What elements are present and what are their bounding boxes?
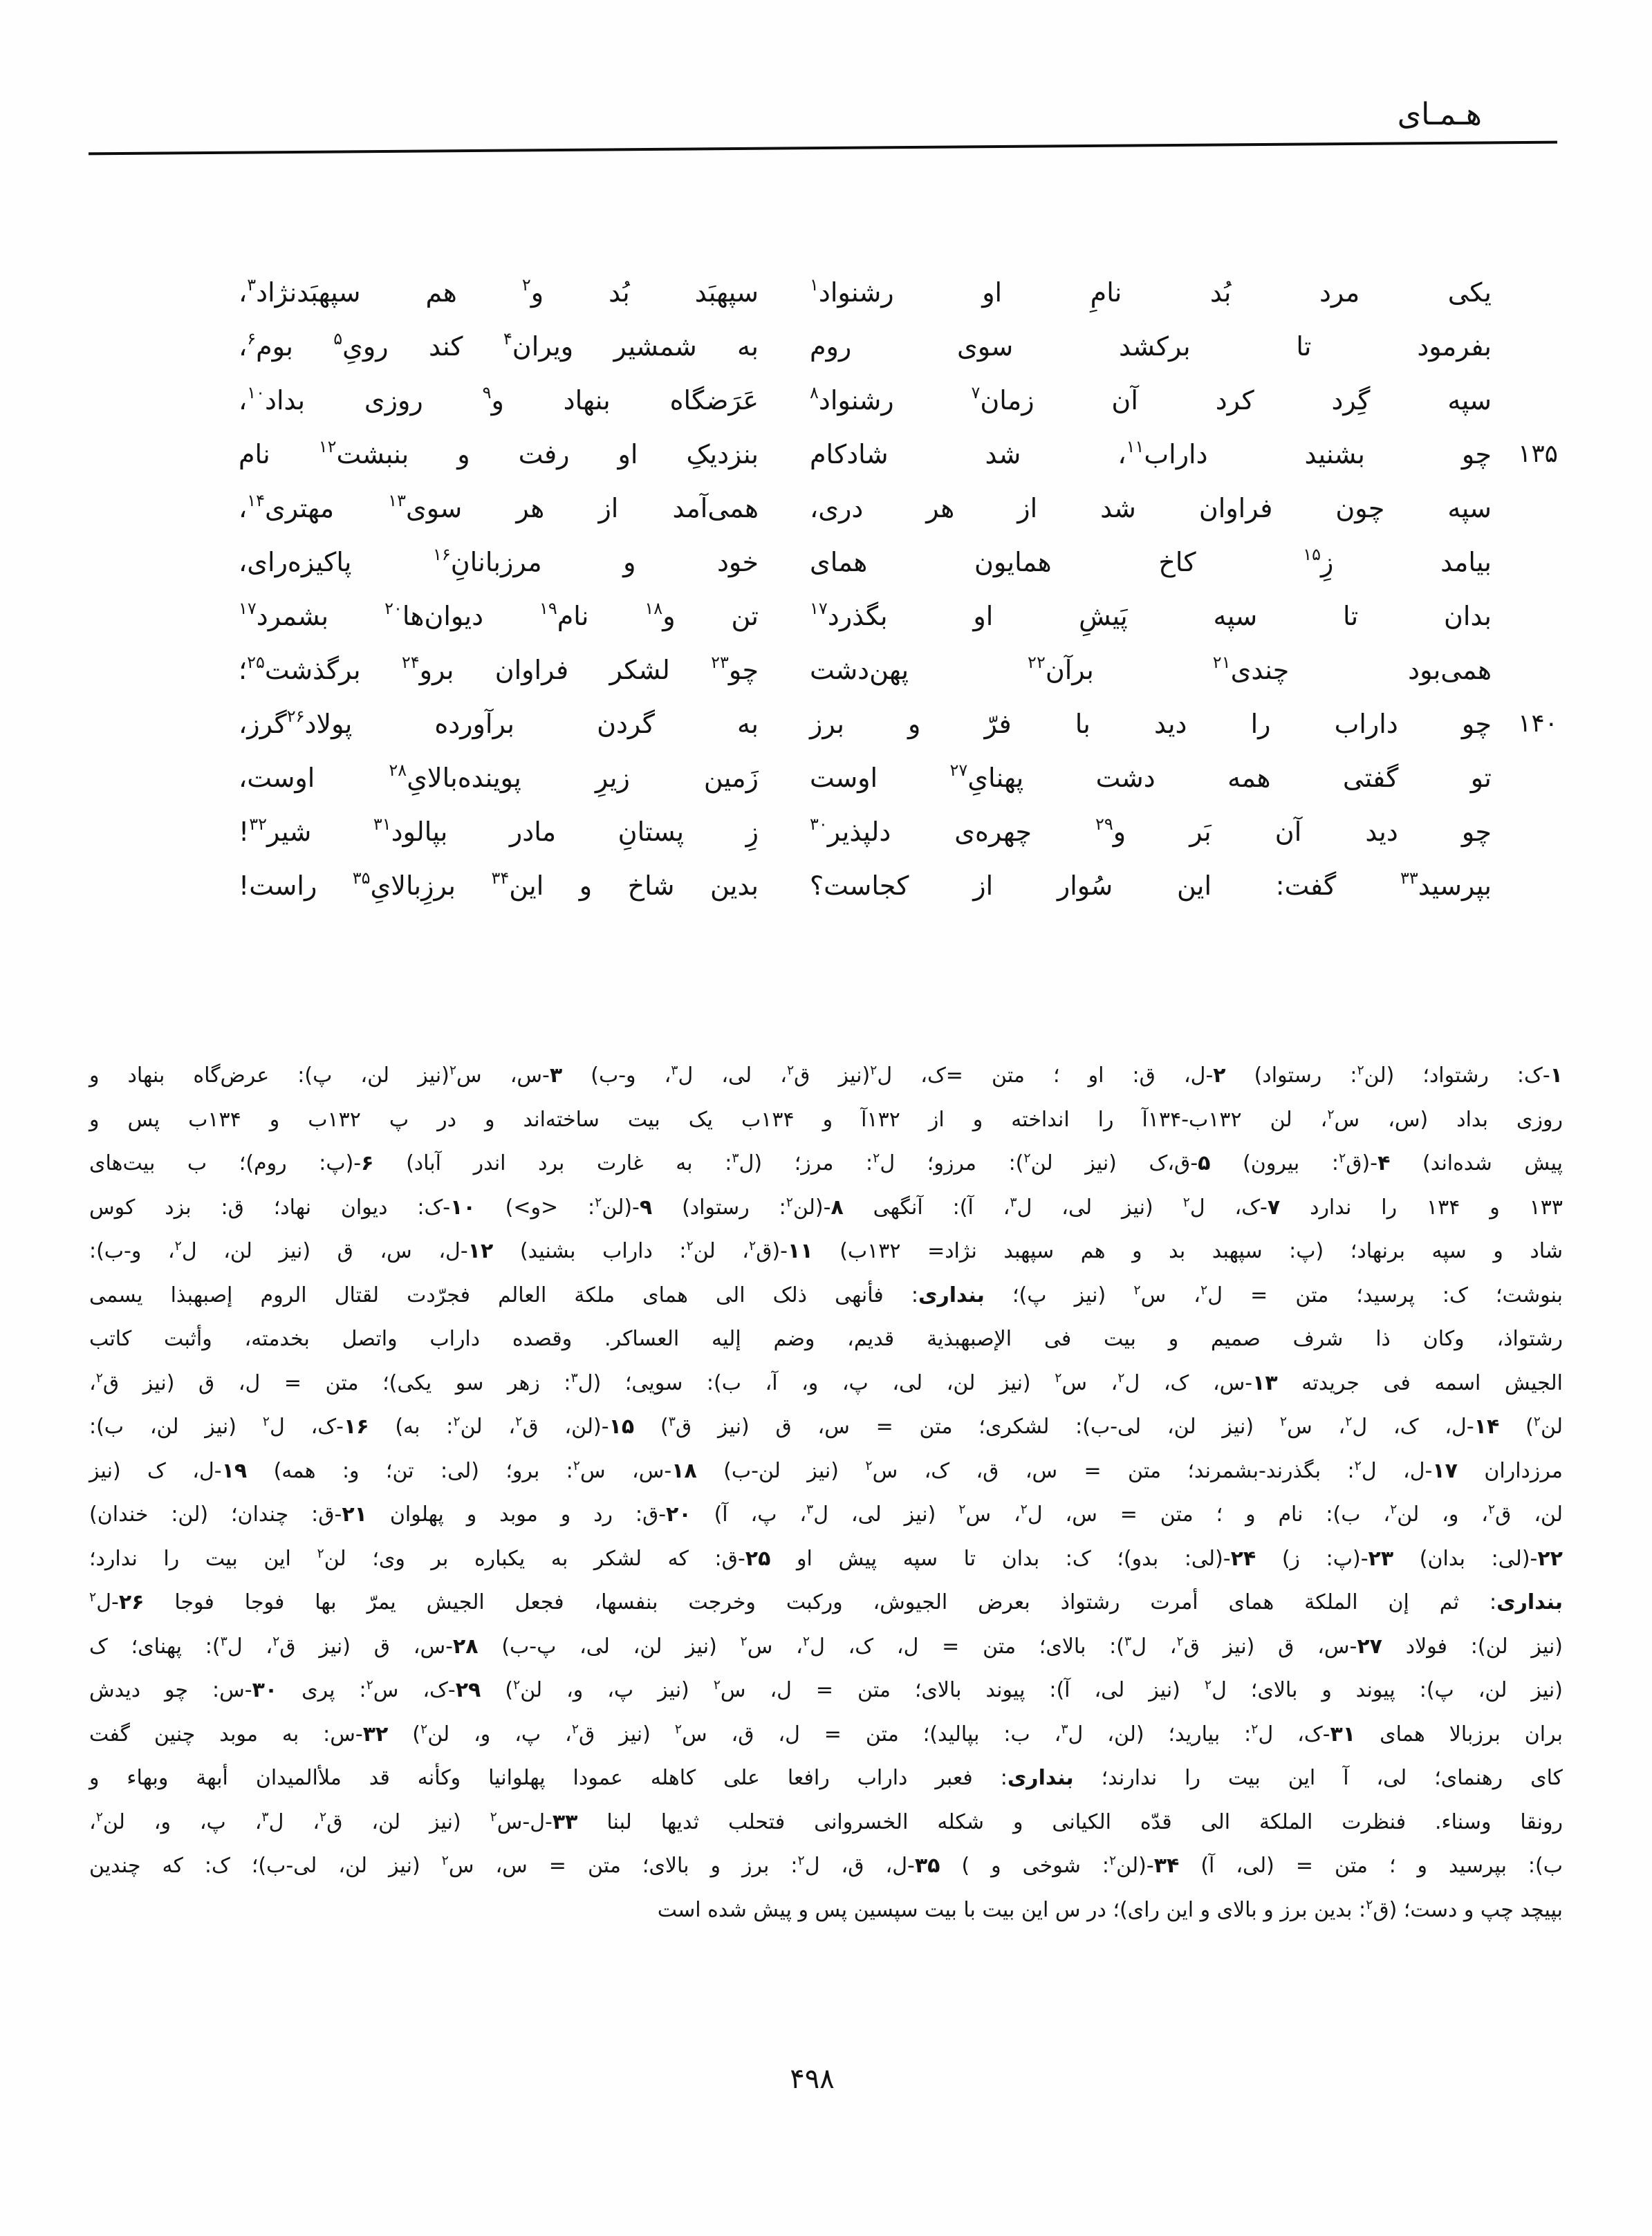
apparatus-line: ۲۲-(لی: بدان) ۲۳-(پ: ز) ۲۴-(لی: بدو)؛ ک: بدان تا سپه پیش او ۲۵-ق: که لشکر به یکباره بر وی؛ لن$^۲$ این بیت را ندارد؛ bbox=[89, 1545, 1563, 1571]
verse-row bbox=[239, 373, 1492, 427]
hemistich-left: زَمین زیرِ پوینده‌بالایِ$^{۲۸}$ اوست، bbox=[239, 761, 759, 793]
hemistich-left: عَرَضگاه بنهاد و$^۹$ روزی بداد$^{۱۰}$، bbox=[239, 383, 759, 416]
hemistich-right: یکی مرد بُد نامِ او رشنواد$^۱$ bbox=[810, 275, 1492, 308]
critical-apparatus bbox=[89, 1054, 1563, 1932]
hemistich-right: چو داراب را دید با فرّ و برز bbox=[810, 709, 1492, 739]
hemistich-right: سپه چون فراوان شد از هر دری، bbox=[810, 493, 1492, 523]
verse-row bbox=[239, 589, 1492, 643]
apparatus-line: رونقا وسناء. فنظرت الملکة الی قدّه الکیانی و شکله الخسروانی فتحلب ثدیها لبنا ۳۳-ل-س$^۲$ (نیز لن، ق$^۲$، ل$^۳$، پ، و، لن$^۲$، bbox=[89, 1809, 1563, 1834]
hemistich-left: همی‌آمد از هر سوی$^{۱۳}$ مهتری$^{۱۴}$، bbox=[239, 491, 759, 523]
verse-row bbox=[239, 427, 1558, 481]
verse-row bbox=[239, 481, 1492, 535]
hemistich-left: زِ پستانِ مادر بپالود$^{۳۱}$ شیر$^{۳۲}$! bbox=[239, 814, 759, 847]
apparatus-line: (نیز لن، پ): پیوند و بالای؛ ل$^۲$ (نیز لی، آ): پیوند بالای؛ متن = ل، س$^۲$ (نیز پ، و، لن$^۲$) ۲۹-ک، س$^۲$: پری ۳۰-س: چو دیدش bbox=[89, 1677, 1563, 1702]
verse-row bbox=[239, 643, 1492, 697]
header-rule bbox=[89, 141, 1557, 156]
apparatus-line: بنوشت؛ ک: پرسید؛ متن = ل$^۲$، س$^۲$ (نیز پ)؛ بنداری: فأنهی ذلک الی همای ملکة العالم فجرّدت لقتال الروم إصبهبذا یسمی bbox=[89, 1282, 1563, 1307]
hemistich-left: بنزدیکِ او رفت و بنبشت$^{۱۲}$ نام bbox=[239, 437, 759, 469]
apparatus-line: روزی بداد (س، س$^۲$، لن ۱۳۲ب-۱۳۴آ را انداخته و از ۱۳۲آ و ۱۳۴ب یک بیت ساخته‌اند و در پ ۱۳۲ب و ۱۳۴ب پس و bbox=[89, 1106, 1563, 1132]
verse-row bbox=[239, 697, 1558, 751]
hemistich-left: به شمشیر ویران$^۴$ کند رویِ$^۵$ بوم$^۶$، bbox=[239, 329, 759, 362]
apparatus-line: بنداری: ثم إن الملکة همای أمرت رشتواذ بعرض الجیوش، ورکبت وخرجت بنفسها، فجعل الجیش یمرّ بها فوجا فوجا ۲۶-ل$^۲$ bbox=[89, 1590, 1563, 1614]
hemistich-left: به گردن برآورده پولاد$^{۲۶}$گرز، bbox=[239, 707, 759, 739]
apparatus-line: ۱-ک: رشتواد؛ (لن$^۲$: رستواد) ۲-ل، ق: او ؛ متن =ک، ل$^۲$(نیز ق$^۲$، لی، ل$^۳$، و-ب) ۳-س، س$^۲$(نیز لن، پ): عرض‌گاه بنهاد و bbox=[89, 1063, 1563, 1088]
apparatus-line: لن$^۲$) ۱۴-ل، ک، ل$^۲$، س$^۲$ (نیز لن، لی-ب): لشکری؛ متن = س، ق (نیز ق$^۳$) ۱۵-(لن، ق$^۲$، لن$^۲$: به) ۱۶-ک، ل$^۲$ (نیز لن، ب): bbox=[89, 1414, 1563, 1439]
apparatus-line: بران برزبالا همای ۳۱-ک، ل$^۲$: بیارید؛ (لن، ل$^۳$، ب: بپالید)؛ متن = ل، ق، س$^۲$ (نیز ق$^۲$، پ، و، لن$^۲$) ۳۲-س: به موبد چنین گفت bbox=[89, 1721, 1563, 1746]
hemistich-right: همی‌بود چندی$^{۲۱}$ برآن$^{۲۲}$ پهن‌دشت bbox=[810, 653, 1492, 685]
verse-row bbox=[239, 319, 1492, 373]
hemistich-right: چو بشنید داراب$^{۱۱}$، شد شادکام bbox=[810, 437, 1492, 469]
apparatus-line: (نیز لن): فولاد ۲۷-س، ق (نیز ق$^۲$، ل$^۳$): بالای؛ متن = ل، ک، ل$^۲$، س$^۲$ (نیز لن، لی، پ-ب) ۲۸-س، ق (نیز ق$^۲$، ل$^۳$): پهنای؛ ک bbox=[89, 1633, 1563, 1659]
hemistich-right: تو گفتی همه دشت پهنایِ$^{۲۷}$ اوست bbox=[810, 761, 1492, 793]
verse-row bbox=[239, 859, 1492, 913]
running-header bbox=[1398, 97, 1482, 132]
hemistich-left: چو$^{۲۳}$ لشکر فراوان برو$^{۲۴}$ برگذشت$^{۲۵}$؛ bbox=[239, 653, 759, 685]
poem-section bbox=[239, 265, 1558, 913]
verse-row bbox=[239, 805, 1492, 859]
apparatus-line: شاد و سپه برنهاد؛ (پ: سپهبد بد و هم سپهبد نژاد= ۱۳۲ب) ۱۱-(ق$^۲$، لن$^۲$: داراب بشنید) ۱۲-ل، س، ق (نیز لن، ل$^۲$، و-ب): bbox=[89, 1238, 1563, 1263]
apparatus-line: ۱۳۳ و ۱۳۴ را ندارد ۷-ک، ل$^۲$ (نیز لی، ل$^۳$، آ): آنگهی ۸-(لن$^۲$: رستواد) ۹-(لن$^۲$: <و>) ۱۰-ک: دیوان نهاد؛ ق: بزد کوس bbox=[89, 1194, 1563, 1220]
verse-row bbox=[239, 265, 1492, 319]
verse-number: ۱۳۵ bbox=[1517, 440, 1558, 468]
apparatus-line: لن، ق$^۲$، و، لن$^۲$، ب): نام و ؛ متن = س، ل$^۲$، س$^۲$ (نیز لی، ل$^۳$، پ، آ) ۲۰-ق: رد و موبد و پهلوان ۲۱-ق: چندان؛ (لن: خندان) bbox=[89, 1502, 1563, 1527]
apparatus-line: رشتواذ، وکان ذا شرف صمیم و بیت فی الإصبهبذیة قدیم، وضم إلیه العساکر. وقصده داراب واتصل بخدمته، وأثبت کاتب bbox=[89, 1327, 1563, 1351]
hemistich-right: بپرسید$^{۳۳}$ گفت: این سُوار از کجاست؟ bbox=[810, 868, 1492, 901]
hemistich-left: سپهبَد بُد و$^۲$ هم سپهبَدنژاد$^۳$، bbox=[239, 275, 759, 308]
apparatus-line: پیش شده‌اند) ۴-(ق$^۲$: بیرون) ۵-ق،ک (نیز لن$^۲$): مرزو؛ ل$^۲$: مرز؛ (ل$^۳$: به غارت برد اندر آباد) ۶-(پ: روم)؛ ب بیت‌های bbox=[89, 1150, 1563, 1175]
apparatus-line: ب): بپرسید و ؛ متن = (لی، آ) ۳۴-(لن$^۲$: شوخی و ) ۳۵-ل، ق، ل$^۲$: برز و بالای؛ متن = س، س$^۲$ (نیز لن، لی-ب)؛ ک: که چندین bbox=[89, 1853, 1563, 1878]
verse-number: ۱۴۰ bbox=[1517, 709, 1558, 738]
page-number: ۴۹۸ bbox=[790, 2063, 835, 2095]
hemistich-right: بدان تا سپه پَیشِ او بگذرد$^{۱۷}$ bbox=[810, 599, 1492, 631]
hemistich-right: سپه گِرد کرد آن زمان$^۷$ رشنواد$^۸$ bbox=[810, 383, 1492, 416]
hemistich-left: تن و$^{۱۸}$ نام$^{۱۹}$ دیوان‌ها$^{۲۰}$ بشمرد$^{۱۷}$ bbox=[239, 599, 759, 631]
hemistich-right: بیامد زِ$^{۱۵}$ کاخ همایون همای bbox=[810, 545, 1492, 577]
apparatus-line: مرزداران ۱۷-ل، ل$^۲$: بگذرند-بشمرند؛ متن = س، ق، ک، س$^۲$ (نیز لن-ب) ۱۸-س، س$^۲$: برو؛ (لی: تن؛ و: همه) ۱۹-ل، ک (نیز bbox=[89, 1457, 1563, 1483]
apparatus-line: الجیش اسمه فی جریدته ۱۳-س، ک، ل$^۲$، س$^۲$ (نیز لن، لی، پ، و، آ، ب): سویی؛ (ل$^۳$: زهر سو یکی)؛ متن = ل، ق (نیز ق$^۲$، bbox=[89, 1370, 1563, 1395]
hemistich-left: بدین شاخ و این$^{۳۴}$ برزِبالایِ$^{۳۵}$ راست! bbox=[239, 868, 759, 901]
page-header-title: هـمـای bbox=[1397, 97, 1482, 132]
apparatus-line: کای رهنمای؛ لی، آ این بیت را ندارند؛ بنداری: فعبر داراب رافعا علی کاهله عمودا پهلوانیا وکأنه قد ملأالمیدان أبهة وبهاء و bbox=[89, 1766, 1563, 1790]
apparatus-line: بپیچد چپ و دست؛ (ق$^۲$: بدین برز و بالای و این رای)؛ در س این بیت با بیت سپسین پس و پیش شده است bbox=[657, 1897, 1563, 1922]
hemistich-right: چو دید آن بَر و$^{۲۹}$ چهره‌ی دلپذیر$^{۳۰}$ bbox=[810, 814, 1492, 847]
verse-row bbox=[239, 535, 1492, 589]
hemistich-left: خود و مرزبانانِ$^{۱۶}$ پاکیزه‌رای، bbox=[239, 545, 759, 577]
verse-row bbox=[239, 751, 1492, 805]
hemistich-right: بفرمود تا برکشد سوی روم bbox=[810, 331, 1492, 362]
